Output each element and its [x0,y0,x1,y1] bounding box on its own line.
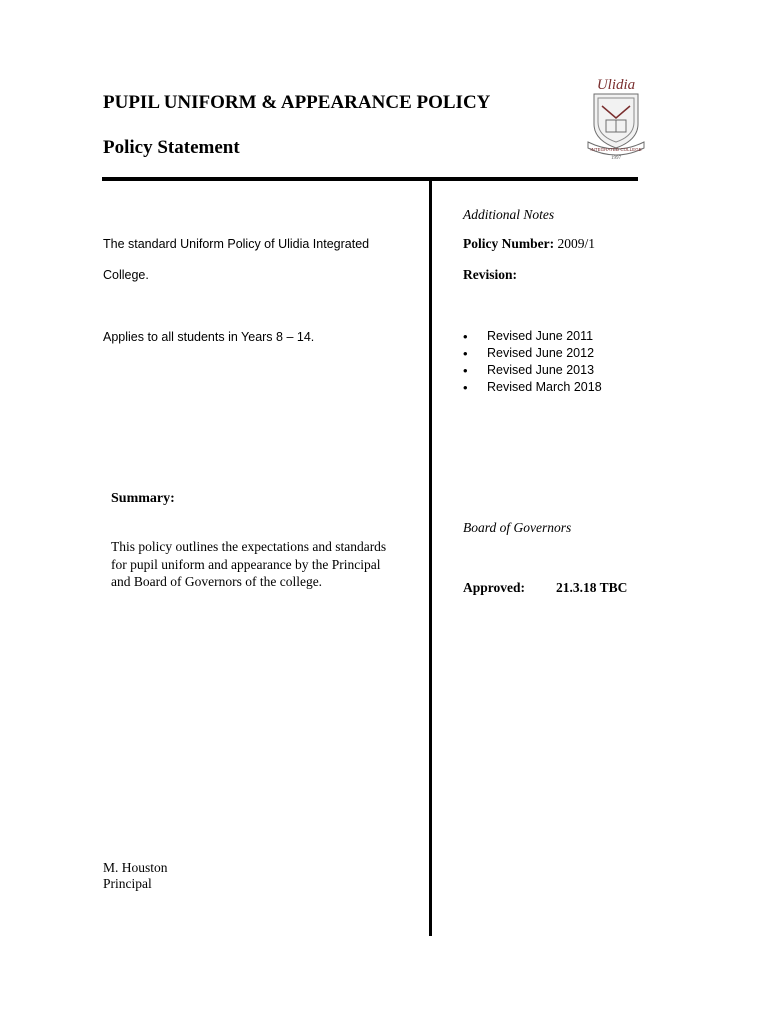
intro-line-1: The standard Uniform Policy of Ulidia Integrated [103,237,370,251]
approved-label: Approved: [463,580,526,595]
policy-number-label: Policy Number: [463,236,555,251]
summary-line: This policy outlines the expectations and standards [111,539,387,554]
signatory-name: M. Houston [103,860,168,875]
summary-line: for pupil uniform and appearance by the Principal [111,556,381,572]
revision-item: • Revised June 2012 [463,345,602,362]
revision-label: Revision: [463,267,517,282]
signatory-title: Principal [103,876,152,891]
document-title: PUPIL UNIFORM & APPEARANCE POLICY [103,92,491,113]
revision-item: • Revised March 2018 [463,379,602,396]
header-divider [102,177,638,181]
svg-text:Ulidia: Ulidia [596,77,636,93]
board-of-governors-label: Board of Governors [463,520,572,535]
summary-line: and Board of Governors of the college. [111,574,323,589]
policy-number [463,236,595,252]
revision-item: • Revised June 2011 [463,328,602,345]
svg-text:1997: 1997 [611,156,621,160]
policy-number-value: 2009/1 [557,236,595,251]
approved-value: 21.3.18 TBC [556,580,628,595]
column-divider [429,181,432,936]
revision-item: • Revised June 2013 [463,362,602,379]
revision-list [463,328,602,396]
intro-line-2: College. [103,268,149,282]
college-crest-logo [584,76,648,160]
signatory [103,860,168,892]
summary-heading: Summary: [111,491,175,506]
policy-statement-heading: Policy Statement [103,137,240,158]
applies-to-text: Applies to all students in Years 8 – 14. [103,330,315,344]
additional-notes-label: Additional Notes [463,207,555,222]
svg-text:INTEGRATED COLLEGE: INTEGRATED COLLEGE [590,147,642,152]
summary-text [111,538,411,591]
